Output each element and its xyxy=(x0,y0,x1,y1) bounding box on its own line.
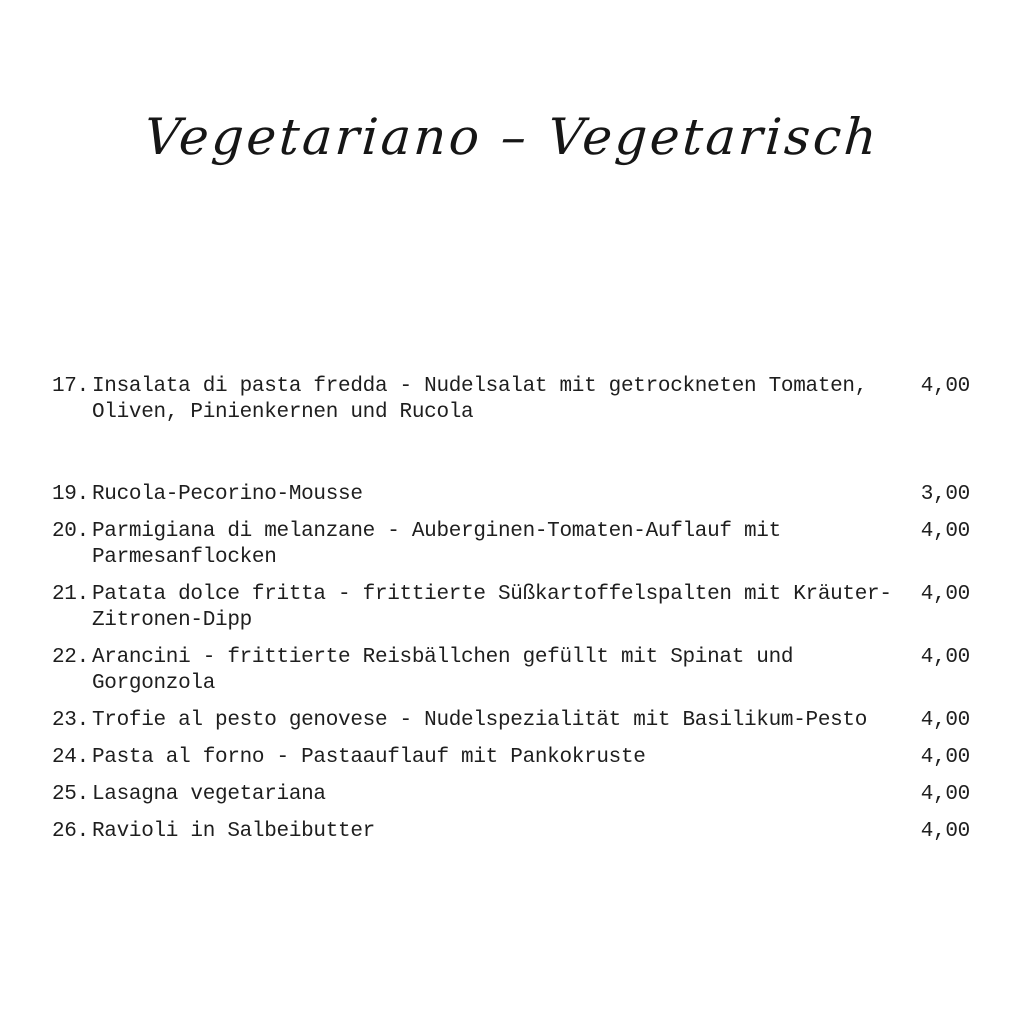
menu-list xyxy=(52,374,970,856)
menu-item-price: 4,00 xyxy=(920,520,970,543)
menu-item-number: 22. xyxy=(52,646,89,669)
menu-item-line: Insalata di pasta fredda - Nudelsalat mit getrockneten Tomaten, xyxy=(92,375,868,398)
menu-item-line: Patata dolce fritta - frittierte Süßkartoffelspalten mit Kräuter- xyxy=(92,583,892,606)
menu-item-number: 19. xyxy=(52,483,89,506)
menu-item-text xyxy=(92,374,912,426)
menu-item-number: 24. xyxy=(52,746,89,769)
menu-item xyxy=(52,645,970,697)
menu-item-line: Arancini - frittierte Reisbällchen gefüllt mit Spinat und xyxy=(92,646,794,669)
menu-item-number: 20. xyxy=(52,520,89,543)
menu-item-line: Pasta al forno - Pastaauflauf mit Pankokruste xyxy=(92,746,646,769)
menu-item-line: Lasagna vegetariana xyxy=(92,783,326,806)
menu-item-text xyxy=(92,645,912,697)
menu-item-text xyxy=(92,582,912,634)
menu-item xyxy=(52,745,970,771)
menu-item-price: 3,00 xyxy=(920,483,970,506)
menu-item-line: Trofie al pesto genovese - Nudelspezialität mit Basilikum-Pesto xyxy=(92,709,868,732)
menu-item-line: Parmesanflocken xyxy=(92,546,277,569)
menu-item xyxy=(52,582,970,634)
menu-item-line: Gorgonzola xyxy=(92,672,216,695)
menu-item-price: 4,00 xyxy=(920,375,970,398)
menu-item-line: Rucola-Pecorino-Mousse xyxy=(92,483,363,506)
menu-item-text xyxy=(92,782,912,808)
menu-item-line: Zitronen-Dipp xyxy=(92,609,252,632)
menu-item xyxy=(52,708,970,734)
menu-item-number: 26. xyxy=(52,820,89,843)
menu-item-text xyxy=(92,482,912,508)
menu-item-number: 21. xyxy=(52,583,89,606)
menu-item-line: Oliven, Pinienkernen und Rucola xyxy=(92,401,474,424)
menu-item xyxy=(52,782,970,808)
menu-item-number: 25. xyxy=(52,783,89,806)
menu-item-price: 4,00 xyxy=(920,709,970,732)
menu-item-number: 17. xyxy=(52,375,89,398)
menu-item-text xyxy=(92,519,912,571)
page-title: Vegetariano – Vegetarisch xyxy=(142,108,882,166)
menu-item-line: Ravioli in Salbeibutter xyxy=(92,820,375,843)
menu-item xyxy=(52,374,970,426)
menu-item-price: 4,00 xyxy=(920,783,970,806)
menu-item xyxy=(52,519,970,571)
menu-item-text xyxy=(92,708,912,734)
menu-item-text xyxy=(92,745,912,771)
menu-item-price: 4,00 xyxy=(920,646,970,669)
menu-item xyxy=(52,482,970,508)
menu-item-line: Parmigiana di melanzane - Auberginen-Tomaten-Auflauf mit xyxy=(92,520,781,543)
menu-item-price: 4,00 xyxy=(920,820,970,843)
menu-item-number: 23. xyxy=(52,709,89,732)
menu-item-price: 4,00 xyxy=(920,583,970,606)
menu-item-text xyxy=(92,819,912,845)
menu-item-price: 4,00 xyxy=(920,746,970,769)
menu-item xyxy=(52,819,970,845)
